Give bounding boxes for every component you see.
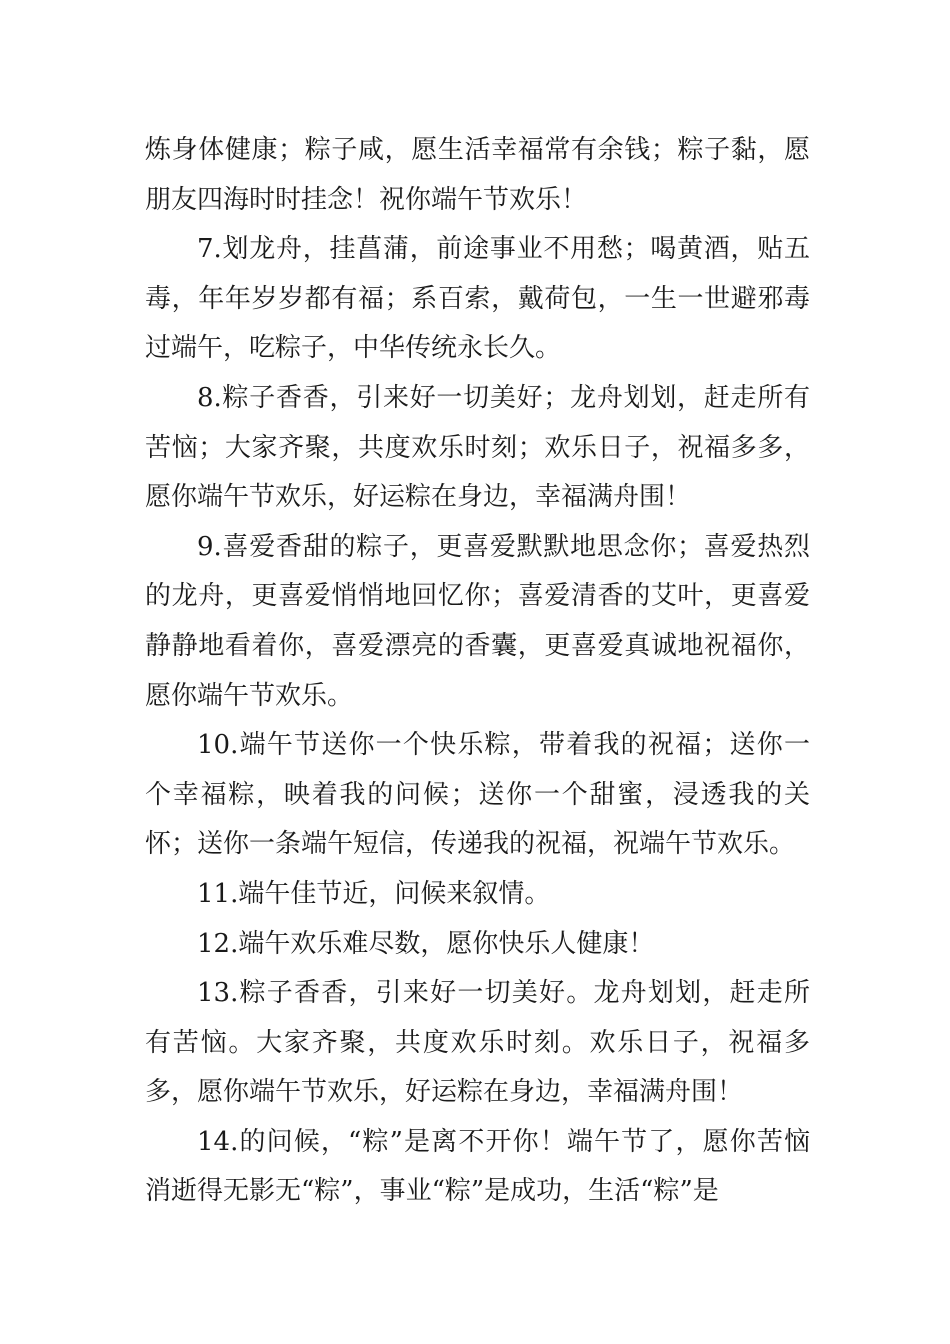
paragraph-7: 7.划龙舟，挂菖蒲，前途事业不用愁；喝黄酒，贴五毒，年年岁岁都有福；系百索，戴荷包，一生一世避邪毒过端午，吃粽子，中华传统永长久。: [145, 234, 810, 364]
paragraph-9: 9.喜爱香甜的粽子，更喜爱默默地思念你；喜爱热烈的龙舟，更喜爱悄悄地回忆你；喜爱清香的艾叶，更喜爱静静地看着你，喜爱漂亮的香囊，更喜爱真诚地祝福你，愿你端午节欢乐。: [145, 531, 810, 711]
paragraph-10: 10.端午节送你一个快乐粽，带着我的祝福；送你一个幸福粽，映着我的问候；送你一个甜蜜，浸透我的关怀；送你一条端午短信，传递我的祝福，祝端午节欢乐。: [145, 730, 810, 860]
document-body: [145, 126, 810, 1217]
paragraph-13: 13.粽子香香，引来好一切美好。龙舟划划，赶走所有苦恼。大家齐聚，共度欢乐时刻。欢乐日子，祝福多多，愿你端午节欢乐，好运粽在身边，幸福满舟围！: [145, 978, 810, 1108]
paragraph-continued: 炼身体健康；粽子咸，愿生活幸福常有余钱；粽子黏，愿朋友四海时时挂念！祝你端午节欢乐！: [145, 135, 810, 215]
paragraph-12: 12.端午欢乐难尽数，愿你快乐人健康！: [197, 928, 655, 959]
paragraph-8: 8.粽子香香，引来好一切美好；龙舟划划，赶走所有苦恼；大家齐聚，共度欢乐时刻；欢乐日子，祝福多多，愿你端午节欢乐，好运粽在身边，幸福满舟围！: [145, 382, 810, 513]
paragraph-11: 11.端午佳节近，问候来叙情。: [197, 878, 551, 909]
paragraph-14: 14.的问候，“粽”是离不开你！端午节了，愿你苦恼消逝得无影无“粽”，事业“粽”是成功，生活“粽”是: [145, 1126, 810, 1207]
